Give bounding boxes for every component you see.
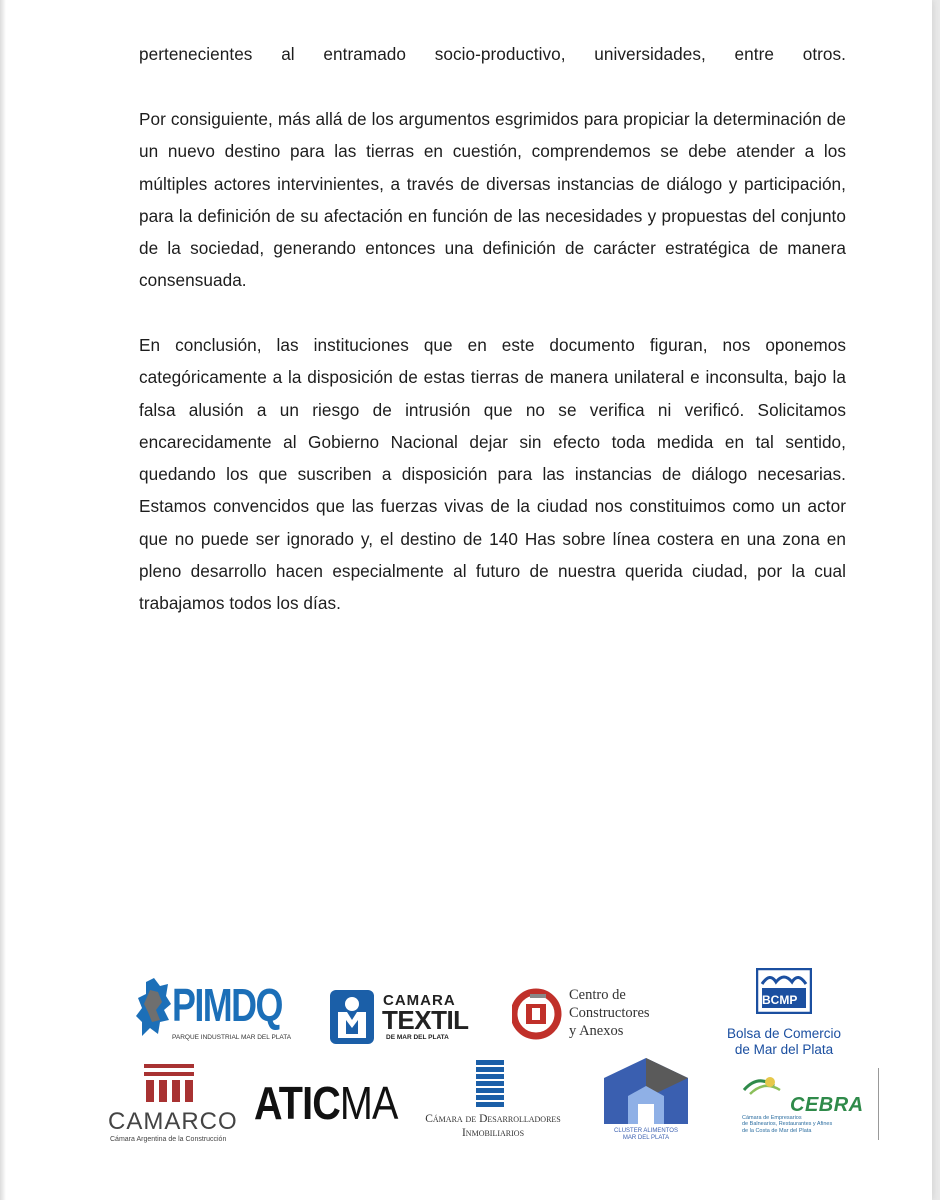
cluster-line2: MAR DEL PLATA xyxy=(622,1135,670,1141)
aticma-part1: ATIC xyxy=(254,1077,340,1129)
cdi-building-icon xyxy=(476,1060,506,1108)
bcmp-line1: Bolsa de Comercio xyxy=(726,1026,842,1041)
cebra-subtitle xyxy=(742,1115,832,1134)
textil-line1: CAMARA xyxy=(383,992,456,1009)
ccya-text xyxy=(569,986,650,1040)
paragraph-consiguiente: Por consiguiente, más allá de los argumentos esgrimidos para propiciar la determinación de un nuevo destino para las tierras en cuestión, comprendemos se debe atender a los múltiples actores intervinientes, a través de diversas instancias de diálogo y participación, para la definición de su afectación en función de las necesidades y propuestas del conjunto de la sociedad, generando entonces una definición de carácter estratégica de manera consensuada. xyxy=(139,109,846,291)
paragraph-continuation: pertenecientes al entramado socio-productivo, universidades, entre otros. xyxy=(139,44,846,64)
cebra-sub2: de Balnearios, Restaurantes y Afines xyxy=(742,1121,833,1128)
pimdq-wordmark: PIMDQ xyxy=(172,979,282,1031)
pimdq-logo xyxy=(136,976,292,1048)
ccya-emblem-icon xyxy=(512,986,562,1042)
cluster-cube-icon xyxy=(598,1056,694,1128)
bcmp-emblem-icon xyxy=(756,968,812,1014)
ccya-line2: Constructores xyxy=(569,1005,650,1021)
pimdq-emblem-icon xyxy=(136,976,172,1046)
cdi-line2: Inmobiliarios xyxy=(461,1127,525,1139)
aticma-logo xyxy=(254,1076,404,1136)
aticma-part2: MA xyxy=(339,1077,398,1129)
textil-line2: TEXTIL xyxy=(382,1005,469,1035)
aticma-wordmark xyxy=(254,1076,398,1130)
ccya-line1: Centro de xyxy=(569,987,626,1003)
camarco-emblem-icon xyxy=(144,1064,194,1106)
cebra-sub1: Cámara de Empresarios xyxy=(742,1115,802,1121)
cluster-text xyxy=(598,1128,694,1142)
cluster-line1: CLUSTER ALIMENTOS xyxy=(614,1128,678,1134)
cluster-alimentos-logo xyxy=(598,1056,694,1150)
bcmp-logo xyxy=(714,968,854,1058)
page-edge-shadow xyxy=(0,0,6,1200)
cdi-line1: Cámara de Desarrolladores xyxy=(425,1113,561,1125)
camarco-wordmark: CAMARCO xyxy=(108,1108,238,1135)
bcmp-line2: de Mar del Plata xyxy=(734,1042,834,1057)
centro-constructores-logo xyxy=(512,984,692,1044)
bcmp-text xyxy=(714,1026,854,1058)
camara-desarrolladores-logo xyxy=(414,1060,572,1144)
ccya-line3: y Anexos xyxy=(569,1023,624,1039)
cebra-logo xyxy=(738,1072,878,1142)
camarco-logo xyxy=(108,1064,238,1148)
paragraph-conclusion: En conclusión, las instituciones que en este documento figuran, nos oponemos categóricamente a la disposición de estas tierras de manera unilateral e inconsulta, bajo la falsa alusión a un riesgo de intrusión que no se verifica ni verificó. Solicitamos encarecidamente al Gobierno Nacional dejar sin efecto toda medida en tal sentido, quedando los que suscriben a disposición para las instancias de diálogo necesarias. Estamos convencidos que las fuerzas vivas de la ciudad nos constituimos como un actor que no puede ser ignorado y, el destino de 140 Has sobre línea costera en una zona en pleno desarrollo hacen especialmente al futuro de nuestra querida ciudad, por la cual trabajamos todos los días. xyxy=(139,335,846,614)
textil-emblem-icon xyxy=(330,990,374,1044)
cebra-sub3: de la Costa de Mar del Plata xyxy=(742,1127,812,1134)
right-divider-line xyxy=(878,1068,879,1140)
textil-line3: DE MAR DEL PLATA xyxy=(386,1034,449,1041)
cdi-text xyxy=(414,1112,572,1140)
cebra-wordmark: CEBRA xyxy=(790,1094,864,1116)
bcmp-badge: BCMP xyxy=(762,993,798,1007)
camarco-subtitle: Cámara Argentina de la Construcción xyxy=(110,1136,227,1143)
pimdq-subtitle: PARQUE INDUSTRIAL MAR DEL PLATA xyxy=(172,1034,292,1041)
camara-textil-logo xyxy=(330,988,470,1048)
